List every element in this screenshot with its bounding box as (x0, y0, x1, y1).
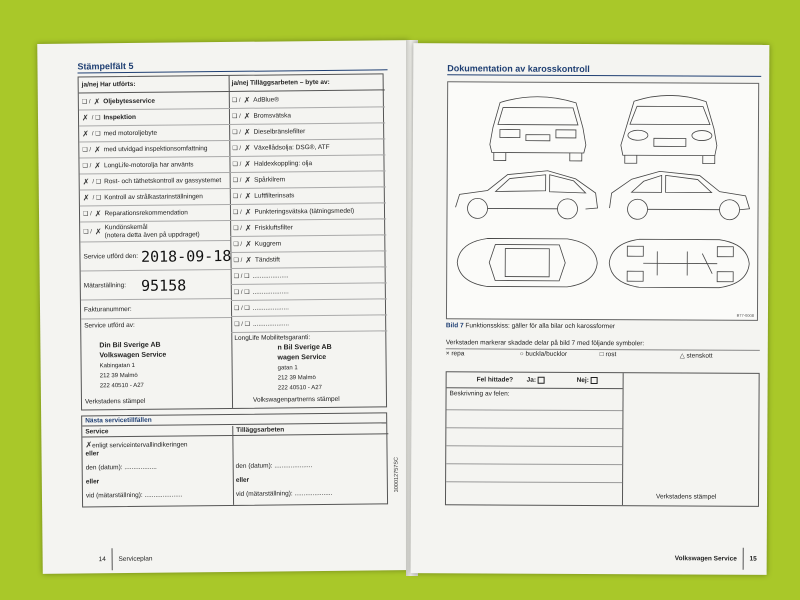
service-by-label: Service utförd av: (84, 321, 135, 330)
next-service-table (81, 412, 388, 507)
left-column-header: ja/nej Har utförts: (79, 76, 229, 94)
right-footer (675, 547, 757, 569)
row-cabin-filter: ❑ / ✗ Friskluftsfilter (230, 219, 386, 237)
row-repair-recommendation: ❑ / ✗ Reparationsrekommendation (80, 205, 230, 223)
description-label: Beskrivning av felen: (449, 390, 510, 398)
col-service: Service (82, 426, 232, 438)
document-code: 300012757SC (393, 457, 400, 493)
or-label-1: eller (85, 450, 99, 458)
longlife-label: LongLife Mobilitetsgaranti: (234, 334, 311, 342)
description-line (446, 427, 622, 429)
figure-caption: Bild 7 Funktionsskiss: gäller för alla bilar och karossformer (445, 322, 616, 331)
next-service-title: Nästa servicetillfällen (82, 413, 386, 426)
row-customer-request: ❑ / ✗ Kundönskemål (notera detta även på uppdraget) (80, 221, 230, 243)
workshop-stamp: Din Bil Sverige AB Volkswagen Service Kabingatan 1 212 39 Malmö 222 40510 - A27 (99, 341, 167, 390)
symbol-dent: ○ buckla/bucklor (519, 350, 568, 358)
figure-code: B77-0008 (736, 312, 754, 318)
service-date-value: 2018-09-18 (140, 246, 232, 266)
stamp-table (78, 73, 387, 410)
left-page-number: 14 (98, 555, 106, 564)
service-date-row: Service utförd den: 2018-09-18 (80, 242, 230, 272)
row-extended-inspection: ❑ / ✗ med utvidgad inspektionsomfattning (79, 141, 229, 159)
or-label-3: eller (235, 476, 250, 484)
or-label-2: eller (85, 478, 100, 486)
row-gearbox-oil: ❑ / ✗ Växellådsolja: DSG®, ATF (229, 139, 385, 157)
row-spark-plug: ❑ / ✗ Tändstift (230, 251, 386, 269)
next-odometer-right: vid (mätarställning): ..................... (235, 489, 333, 498)
next-date-left: den (datum): .................. (85, 463, 157, 472)
marking-instructions: Verkstaden markerar skadade delar på bild 7 med följande symboler: (445, 339, 645, 348)
symbol-stone-chip: △ stenskott (679, 352, 713, 360)
row-gas-check: ✗ / ❑ Rost- och täthetskontroll av gassystemet (80, 173, 230, 191)
col-extra: Tilläggsarbeten (232, 424, 388, 436)
row-blank-3: ❑ / ❑ .................... (231, 299, 387, 317)
fault-divider (622, 373, 624, 505)
right-page (411, 43, 770, 575)
symbol-rust: □ rost (599, 351, 617, 359)
description-line (446, 481, 622, 483)
title-rule (447, 74, 761, 77)
invoice-row: Fakturanummer: (81, 300, 231, 320)
interval-line: ✗enligt serviceintervallindikeringen (85, 440, 188, 450)
right-page-number: 15 (749, 555, 757, 563)
description-line (446, 463, 622, 465)
right-column-header: ja/nej Tilläggsarbeten – byte av: (229, 74, 385, 92)
no-option: Nej: (577, 373, 598, 389)
partner-stamp: n Bil Sverige AB wagen Service gatan 1 212 39 Malmö 222 40510 - A27 (277, 343, 332, 392)
description-line (446, 445, 622, 447)
yes-option: Ja: (527, 373, 545, 389)
right-footer-title: Volkswagen Service (674, 555, 737, 563)
workshop-stamp-label: Verkstadens stämpel (655, 493, 717, 501)
body-check-title: Dokumentation av karosskontroll (447, 63, 590, 74)
row-air-filter: ❑ / ✗ Luftfilterinsats (230, 187, 386, 205)
row-blank-2: ❑ / ❑ .................... (231, 283, 387, 301)
partner-stamp-label: Volkswagenpartnerns stämpel (252, 395, 340, 404)
car-diagram (446, 81, 759, 321)
row-longlife-oil: ❑ / ✗ LongLife-motorolja har använts (79, 157, 229, 175)
next-date-right: den (datum): ..................... (235, 462, 313, 470)
odometer-row: Mätarställning: 95158 (81, 271, 231, 301)
fault-found-box (445, 371, 760, 507)
row-diesel-filter: ❑ / ✗ Dieselbränslefilter (229, 123, 385, 141)
row-oil-service: ❑ / ✗ Oljebytesservice (79, 93, 229, 111)
fault-header: Fel hittade? Ja: Nej: (447, 372, 623, 389)
left-footer-title: Serviceplan (118, 555, 153, 563)
row-blank-1: ❑ / ❑ .................... (231, 267, 387, 285)
odometer-value: 95158 (140, 275, 187, 295)
row-headlight-check: ✗ / ❑ Kontroll av strålkastarinställningen (80, 189, 230, 207)
description-line (446, 409, 622, 411)
row-blank-4: ❑ / ❑ .................... (231, 315, 387, 333)
workshop-stamp-label: Verkstadens stämpel (84, 397, 146, 406)
row-timing-belt: ❑ / ✗ Kuggrem (230, 235, 386, 253)
stamp-field-title: Stämpelfält 5 (77, 60, 134, 72)
row-inspection: ✗ / ❑ Inspektion (79, 109, 229, 127)
left-footer (99, 548, 153, 571)
car-sketch-icon (447, 82, 760, 322)
row-belt: ❑ / ✗ Spårkilrem (230, 171, 386, 189)
row-haldex: ❑ / ✗ Haldexkoppling: olja (229, 155, 385, 173)
left-page (37, 40, 415, 574)
symbol-scratch: × repa (445, 350, 465, 358)
row-brake-fluid: ❑ / ✗ Bromsvätska (229, 107, 385, 125)
row-sealant: ❑ / ✗ Punkteringsvätska (tätningsmedel) (230, 203, 386, 221)
row-motor-oil: ✗ / ❑ med motoroljebyte (79, 125, 229, 143)
next-odometer-left: vid (mätarställning): ..................... (85, 491, 183, 500)
row-adblue: ❑ / ✗ AdBlue® (229, 91, 385, 109)
